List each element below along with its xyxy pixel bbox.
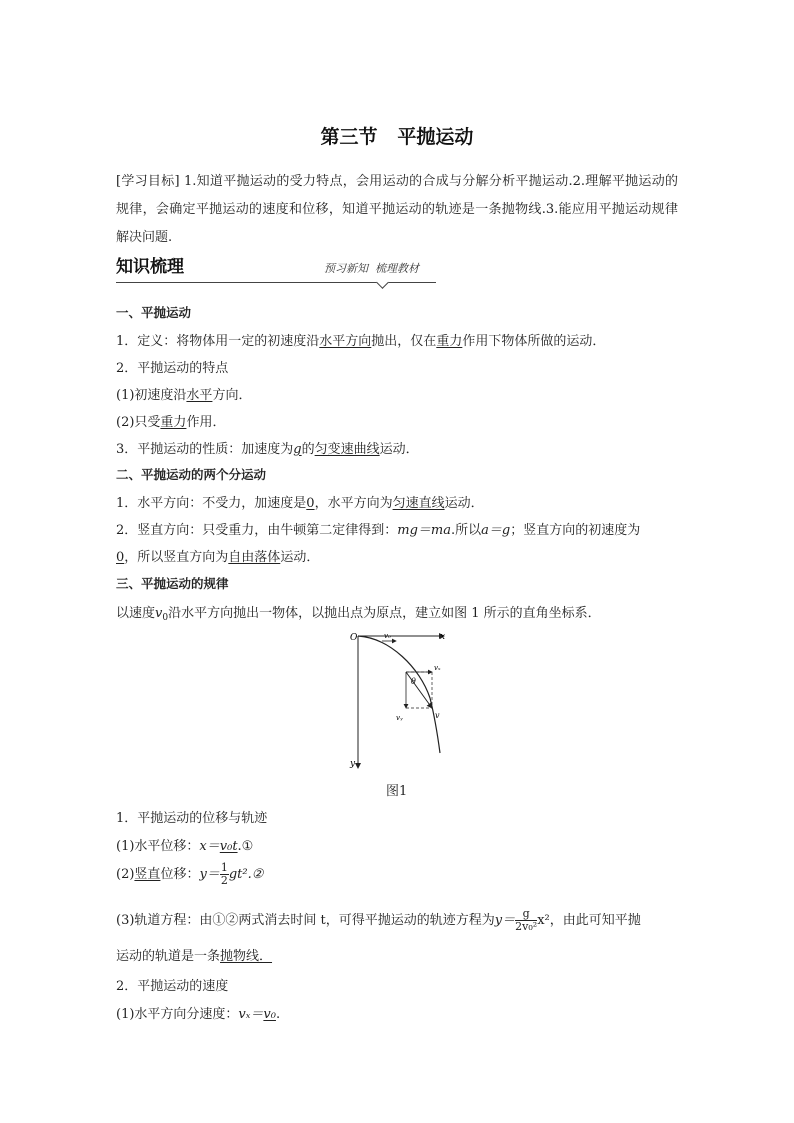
- text: ；竖直方向的初速度为: [510, 523, 641, 538]
- trajectory-conclusion: [116, 945, 272, 964]
- text: 运动．: [280, 550, 320, 565]
- answer: 竖直: [134, 867, 161, 882]
- text: .①: [237, 839, 254, 854]
- projectile-figure: [340, 628, 460, 778]
- text: 运动．: [379, 442, 419, 457]
- objectives-tag: [学习目标]: [116, 174, 180, 189]
- horizontal-line: [116, 492, 484, 511]
- answer: 抛物线．: [220, 949, 273, 964]
- equation: vₓ＝: [238, 1007, 264, 1022]
- equation: a＝g: [481, 523, 511, 538]
- horizontal-speed: [116, 1003, 280, 1022]
- text: 方向．: [212, 388, 252, 403]
- fraction: [220, 862, 229, 887]
- text: (1)水平位移：: [116, 839, 200, 854]
- header-notch: [376, 276, 389, 289]
- numerator: g: [515, 908, 537, 921]
- speed-heading: 2．平抛运动的速度: [116, 979, 229, 994]
- numerator: 1: [220, 861, 228, 874]
- text: 位移：: [160, 867, 200, 882]
- label-x: x: [440, 632, 446, 642]
- label-O: O: [350, 633, 358, 643]
- answer: 重力: [436, 334, 463, 349]
- equation: y＝: [494, 913, 516, 928]
- v-arrow: [406, 672, 432, 708]
- objectives-text: 1.知道平抛运动的受力特点，会用运动的合成与分解分析平抛运动.2.理解平抛运动的规律，会确定平抛运动的速度和位移，知道平抛运动的轨迹是一条抛物线.3.能应用平抛运动规律解决问题.: [116, 174, 678, 245]
- text: (2): [116, 867, 135, 882]
- feature-heading: 2．平抛运动的特点: [116, 361, 229, 376]
- answer: 0: [306, 496, 315, 511]
- label-v: v: [435, 711, 440, 720]
- text: 沿水平方向抛出一物体，以抛出点为原点，建立如图 1 所示的直角坐标系．: [168, 606, 601, 621]
- feature-2: [116, 411, 225, 430]
- text: 运动．: [444, 496, 484, 511]
- denominator: 2v₀²: [515, 920, 538, 933]
- text: 运动的轨道是一条: [116, 949, 221, 964]
- learning-objectives: [116, 168, 678, 252]
- section-header-subtitle: 预习新知 梳理教材: [324, 262, 419, 275]
- text: 抛出，仅在: [371, 334, 437, 349]
- property-line: [116, 438, 419, 457]
- feature-1: [116, 384, 251, 403]
- answer: v₀: [263, 1007, 276, 1022]
- label-theta: θ: [411, 677, 416, 686]
- answer: 匀速直线: [392, 496, 445, 511]
- answer: 水平方向: [319, 334, 372, 349]
- vertical-line: [116, 519, 640, 538]
- fraction: [515, 908, 537, 933]
- title-topic: 平抛运动: [397, 126, 474, 148]
- page-title: [0, 122, 794, 149]
- text: 1．水平方向：不受力，加速度是: [116, 496, 307, 511]
- text: 2．竖直方向：只受重力，由牛顿第二定律得到：: [116, 523, 398, 538]
- text: 作用．: [186, 415, 226, 430]
- text: .所以: [451, 523, 482, 538]
- label-vx: vₓ: [434, 664, 441, 672]
- section-header-label: 知识梳理: [116, 256, 198, 280]
- text: ，所以竖直方向为: [124, 550, 229, 565]
- text: x²，由此可知平抛: [537, 913, 641, 928]
- text: (1)水平方向分速度：: [116, 1007, 239, 1022]
- heading-s2: 二、平抛运动的两个分运动: [116, 467, 267, 482]
- answer: 匀变速曲线: [314, 442, 380, 457]
- vertical-displacement: [116, 862, 263, 887]
- label-y: y: [350, 759, 356, 769]
- answer: v₀t: [219, 839, 238, 854]
- title-section: 第三节: [320, 126, 378, 148]
- trajectory-curve: [358, 636, 440, 753]
- text: 1．定义：将物体用一定的初速度沿: [116, 334, 320, 349]
- text: 的: [301, 442, 315, 457]
- label-v0: v₀: [384, 632, 391, 640]
- text: .: [275, 1007, 281, 1022]
- subscript: 0: [162, 613, 169, 623]
- equation: gt².②: [228, 867, 264, 882]
- heading-s1: 一、平抛运动: [116, 305, 192, 320]
- answer: 重力: [160, 415, 187, 430]
- horizontal-displacement: [116, 835, 253, 854]
- text: 作用下物体所做的运动．: [462, 334, 606, 349]
- answer: 水平: [186, 388, 213, 403]
- answer: g: [293, 442, 302, 457]
- heading-s3: 三、平抛运动的规律: [116, 576, 229, 591]
- equation: x＝: [199, 839, 220, 854]
- answer: 0: [116, 550, 125, 565]
- text: 以速度: [116, 606, 156, 621]
- denominator: 2: [220, 874, 228, 887]
- text: (2)只受: [116, 415, 161, 430]
- text: ，水平方向为: [314, 496, 393, 511]
- equation: mg＝ma: [397, 523, 452, 538]
- equation: y＝: [199, 867, 220, 882]
- figure-caption: 图1: [386, 784, 408, 799]
- displacement-heading: 1．平抛运动的位移与轨迹: [116, 811, 268, 826]
- vertical-line-2: [116, 546, 319, 565]
- text: 3．平抛运动的性质：加速度为: [116, 442, 294, 457]
- answer: 自由落体: [228, 550, 281, 565]
- def-line: [116, 330, 605, 349]
- intro-line: [116, 602, 601, 623]
- text: (1)初速度沿: [116, 388, 187, 403]
- text: (3)轨道方程：由①②两式消去时间 t，可得平抛运动的轨迹方程为: [116, 913, 495, 928]
- symbol: v: [155, 606, 163, 621]
- trajectory-equation: [116, 908, 641, 933]
- label-vy: vᵧ: [396, 714, 403, 722]
- section-header: [116, 256, 436, 284]
